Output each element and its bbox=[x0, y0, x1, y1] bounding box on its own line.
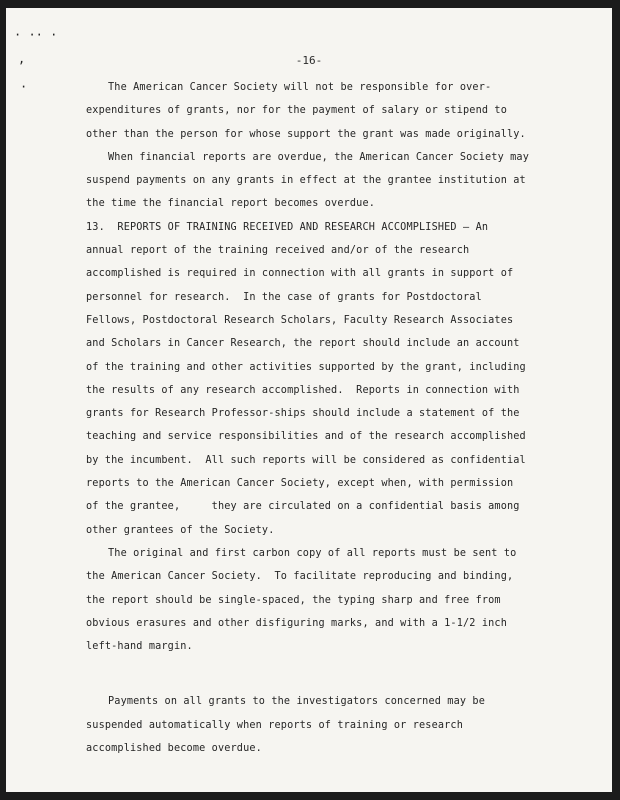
document-page bbox=[6, 8, 612, 792]
document-body bbox=[86, 76, 536, 760]
paragraph-payments-suspended: Payments on all grants to the investigators concerned may be suspended automatically when reports of training or research accomplished become overdue. bbox=[86, 696, 492, 755]
paragraph-overexpenditures: The American Cancer Society will not be responsible for over-expenditures of grants, nor for the payment of salary or stipend to other than the person for whose support the grant was made originally. bbox=[86, 82, 526, 140]
paragraph-section-13: 13. REPORTS OF TRAINING RECEIVED AND RESEARCH ACCOMPLISHED — An annual report of the training received and/or of the research accomplished is required in connection with all grants in support of personnel for research. In the case of grants for Postdoctoral Fellows, Postdoctoral Research Scholars, Faculty Research Associates and Scholars in Cancer Research, the report should include an account of the training and other activities supported by the grant, including the results of any research accomplished. Reports in connection with grants for Research Professor-ships should include a statement of the teaching and service responsibilities and of the research accomplished by the incumbent. All such reports will be considered as confidential reports to the American Cancer Society, except when, with permission of the grantee, they are circulated on a confidential basis among other grantees of the Society. bbox=[86, 221, 533, 536]
page-number: -16- bbox=[295, 54, 323, 67]
punch-mark-dots: · ·· · bbox=[14, 28, 58, 42]
paragraph-carbon-copy: The original and first carbon copy of all reports must be sent to the American Cancer Society. To facilitate reproducing and binding, the report should be single-spaced, the typing sharp and free from obvious erasures and other disfiguring marks, and with a 1-1/2 inch left-hand margin. bbox=[86, 547, 523, 653]
punch-mark-left: , bbox=[18, 52, 26, 66]
paragraph-overdue-reports: When financial reports are overdue, the American Cancer Society may suspend payments on any grants in effect at the grantee institution at the time the financial report becomes overdue. bbox=[86, 151, 536, 210]
punch-mark-left-lower: · bbox=[20, 80, 28, 94]
